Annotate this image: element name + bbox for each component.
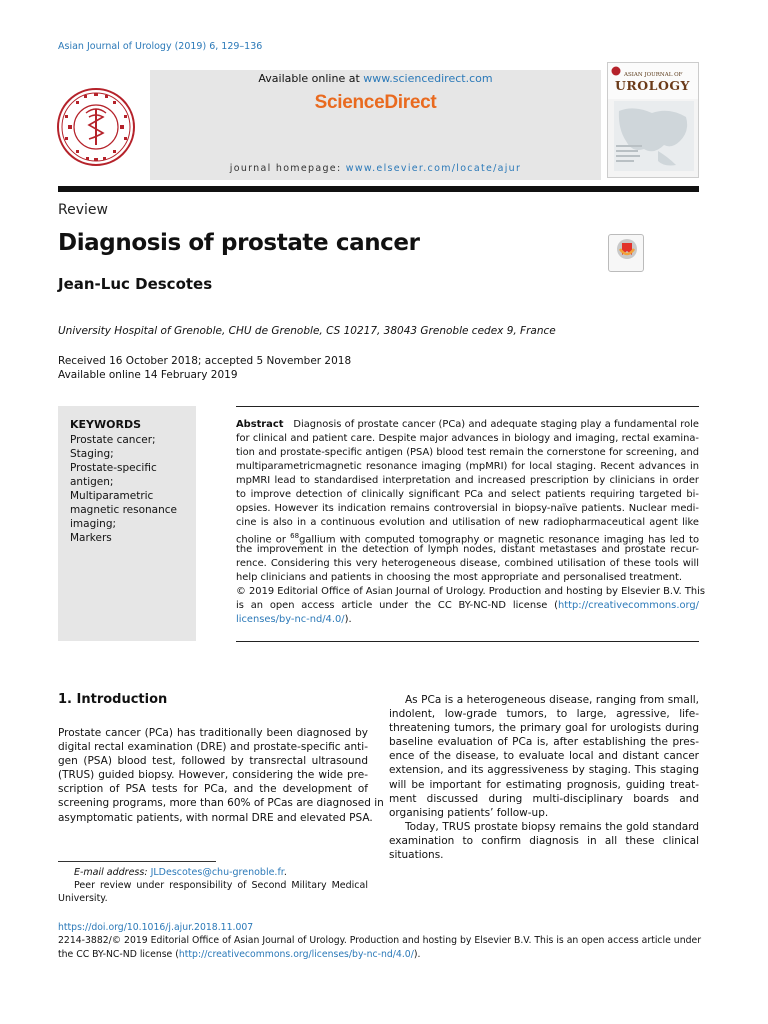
license-line	[236, 599, 699, 613]
abstract-bottom-rule	[236, 641, 699, 642]
abstract-line-text: gallium with computed tomography or magnetic resonance imaging has led to	[299, 533, 699, 545]
keyword-item: imaging;	[70, 518, 117, 530]
abstract-line: the improvement in the detection of lymph nodes, distant metastases and prostate recur-	[236, 544, 699, 556]
body-line: digital rectal examination (DRE) and prostate-specific anti-	[58, 741, 368, 754]
doi-link[interactable]: https://doi.org/10.1016/j.ajur.2018.11.007	[58, 922, 254, 933]
body-line: ment discussed during multi-disciplinary boards and	[389, 792, 699, 805]
cover-map-graphic	[614, 101, 694, 171]
keyword-item: magnetic resonance	[70, 504, 178, 516]
choline-prefix: choline or	[236, 533, 291, 545]
crossmark-icon	[609, 235, 645, 273]
university-seal-logo	[56, 87, 136, 167]
abstract-top-rule	[236, 406, 699, 407]
body-line: will be important for estimating prognosis, guiding treat-	[389, 778, 699, 791]
peer-review-line: Peer review under responsibility of Second Military Medical	[74, 880, 368, 892]
copyright-line: © 2019 Editorial Office of Asian Journal of Urology. Production and hosting by Elsevier B.V. This	[236, 586, 706, 598]
keyword-item: Staging;	[70, 448, 114, 460]
abstract-line: mpMRI lead to standardised interpretation and increased prescription by clinicians in order	[236, 474, 699, 486]
body-line: ence of the disease, to evaluate local and distant cancer	[389, 750, 699, 763]
journal-cover-image	[607, 62, 699, 178]
body-line: examination to confirm diagnosis in all these clinical	[389, 834, 699, 847]
keyword-item: antigen;	[70, 476, 114, 488]
footer-license	[58, 948, 699, 961]
abstract-line: to improve detection of clinically significant PCa and select patients requiring targeted bi-	[236, 488, 699, 500]
author-affiliation: University Hospital of Grenoble, CHU de Grenoble, CS 10217, 38043 Grenoble cedex 9, France	[58, 325, 556, 337]
body-line: scription of PSA tests for PCa, and the development of	[58, 783, 368, 796]
article-type: Review	[58, 202, 108, 218]
body-line: As PCa is a heterogeneous disease, ranging from small,	[405, 694, 699, 706]
available-online	[150, 72, 601, 85]
abstract-line: for clinical and patient care. Despite major advances in biology and imaging, rectal examina-	[236, 432, 699, 444]
email-end: .	[283, 867, 287, 878]
footer-license-suffix: ).	[413, 948, 421, 960]
footnote-rule	[58, 861, 216, 862]
license-text: is an open access article under the CC BY-NC-ND license (	[236, 600, 558, 612]
intro-right-column	[389, 693, 699, 862]
author-email-link[interactable]: JLDescotes@chu-grenoble.fr	[150, 867, 284, 878]
keywords-panel	[58, 406, 196, 641]
keywords-heading: KEYWORDS	[70, 418, 142, 431]
abstract-line: help clinicians and patients in choosing the most appropriate and personalised treatment.	[236, 572, 683, 584]
body-line: screening programs, more than 60% of PCas are diagnosed in	[58, 797, 384, 810]
cover-logo-icon	[611, 66, 621, 76]
license-line-end	[236, 613, 699, 627]
body-line: gen (PSA) blood test, followed by transrectal ultrasound	[58, 755, 368, 768]
journal-homepage	[150, 163, 601, 174]
body-line: asymptomatic patients, with normal DRE and elevated PSA.	[58, 811, 373, 824]
abstract-line-text: Diagnosis of prostate cancer (PCa) and adequate staging play a fundamental role	[293, 419, 700, 430]
abstract-line: tion and prostate-specific antigen (PSA) blood test remain the cornerstone for screening, and	[236, 446, 699, 458]
section-heading-introduction: 1. Introduction	[58, 692, 168, 707]
homepage-link[interactable]: www.elsevier.com/locate/ajur	[345, 163, 522, 174]
article-title: Diagnosis of prostate cancer	[58, 230, 420, 256]
header-rule	[58, 186, 699, 192]
cover-title-line1: ASIAN JOURNAL OF	[624, 72, 683, 78]
check-for-updates-button[interactable]	[608, 234, 644, 272]
footer-license-link[interactable]: http://creativecommons.org/licenses/by-nc-nd/4.0/	[178, 948, 414, 960]
sciencedirect-brand: ScienceDirect	[314, 92, 437, 113]
body-line: extension, and its aggressiveness by staging. This staging	[389, 764, 699, 777]
cover-title-line2: UROLOGY	[615, 78, 690, 93]
keyword-item: Prostate-specific	[70, 462, 157, 474]
body-line: Today, TRUS prostate biopsy remains the gold standard	[405, 820, 699, 833]
abstract-line: cine is also in a continuous evolution and utilisation of new radiopharmaceutical agent like	[236, 516, 699, 528]
license-link[interactable]: http://creativecommons.org/	[557, 600, 699, 612]
abstract-label: Abstract	[236, 419, 284, 430]
abstract-line: rence. Considering this very heterogeneous disease, combined utilisation of these tools will	[236, 558, 699, 570]
received-date: Received 16 October 2018; accepted 5 November 2018	[58, 355, 352, 367]
available-date: Available online 14 February 2019	[58, 369, 238, 381]
available-prefix: Available online at	[258, 72, 364, 85]
footer-license-prefix: the CC BY-NC-ND license (	[58, 948, 179, 960]
author-name: Jean-Luc Descotes	[58, 275, 213, 293]
abstract-line: opsies. However its indication remains controversial in biopsy-naïve patients. Nuclear medi-	[236, 502, 699, 514]
email-label: E-mail address:	[74, 867, 151, 878]
footnote	[58, 866, 368, 906]
peer-review-line: University.	[58, 893, 108, 905]
keyword-item: Multiparametric	[70, 490, 154, 502]
homepage-prefix: journal homepage:	[229, 163, 346, 174]
page-footer	[58, 921, 702, 961]
body-line: baseline evaluation of PCa is, after establishing the pres-	[389, 736, 699, 749]
isotope-superscript: 68	[290, 531, 300, 540]
article-dates	[58, 354, 351, 382]
keyword-item: Markers	[70, 532, 112, 544]
body-line: situations.	[389, 849, 444, 862]
body-line: Prostate cancer (PCa) has traditionally been diagnosed by	[58, 727, 368, 739]
abstract-text	[236, 418, 706, 627]
email-line	[58, 866, 368, 879]
abstract-line	[236, 418, 699, 432]
abstract-line: multiparametricmagnetic resonance imaging (mpMRI) for local staging. Recent advances in	[236, 460, 699, 472]
body-line: threatening tumors, the primary goal for urologists during	[389, 722, 699, 735]
body-line: (TRUS) guided biopsy. However, considering the wide pre-	[58, 769, 368, 782]
license-close: ).	[344, 614, 352, 626]
keyword-item: Prostate cancer;	[70, 434, 156, 446]
journal-reference[interactable]: Asian Journal of Urology (2019) 6, 129–136	[58, 41, 263, 52]
footer-copyright: 2214-3882/© 2019 Editorial Office of Asian Journal of Urology. Production and hosting by Elsevier B.V. This is an open access article under	[58, 935, 702, 947]
license-link-continued[interactable]: licenses/by-nc-nd/4.0/	[236, 614, 345, 626]
abstract-line	[236, 530, 699, 544]
body-line: indolent, low-grade tumors, to large, agressive, life-	[389, 708, 699, 721]
body-line: organising patients’ follow-up.	[389, 806, 549, 819]
sciencedirect-link[interactable]: www.sciencedirect.com	[363, 72, 493, 85]
intro-left-column	[58, 726, 384, 825]
